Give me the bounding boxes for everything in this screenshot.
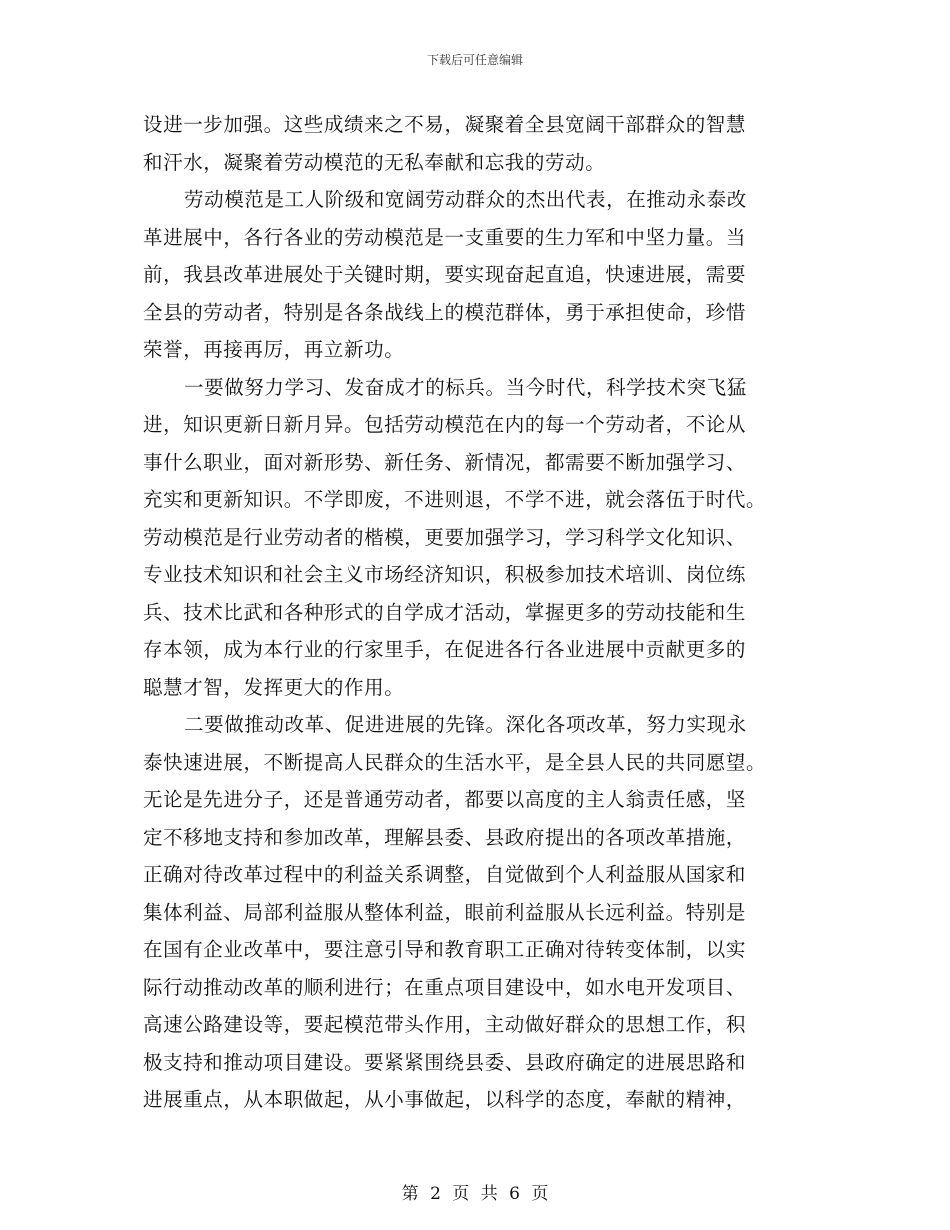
page-header-note: 下载后可任意编辑 — [426, 53, 523, 67]
body-line: 聪慧才智，发挥更大的作用。 — [143, 675, 405, 699]
body-line: 兵、技术比武和各种形式的自学成才活动，掌握更多的劳动技能和生 — [143, 600, 747, 624]
page-number: 第 2 页 共 6 页 — [401, 1184, 549, 1204]
paragraph-first-line: 二要做推动改革、促进进展的先锋。深化各项改革，努力实现永 — [184, 713, 747, 736]
body-line: 际行动推动改革的顺利进行；在重点项目建设中，如水电开发项目、 — [143, 975, 747, 999]
body-line: 存本领，成为本行业的行家里手，在促进各行各业进展中贡献更多的 — [143, 638, 747, 661]
body-line: 事什么职业，面对新形势、新任务、新情况，都需要不断加强学习、 — [143, 450, 747, 474]
paragraph-first-line: 一要做努力学习、发奋成才的标兵。当今时代，科学技术突飞猛 — [184, 375, 747, 399]
body-line: 劳动模范是行业劳动者的楷模，更要加强学习，学习科学文化知识、 — [143, 525, 747, 549]
body-line: 泰快速进展，不断提高人民群众的生活水平，是全县人民的共同愿望。 — [143, 750, 767, 774]
body-line: 集体利益、局部利益服从整体利益，眼前利益服从长远利益。特别是 — [143, 900, 747, 924]
body-line: 进，知识更新日新月异。包括劳动模范在内的每一个劳动者，不论从 — [143, 413, 747, 436]
body-line: 专业技术知识和社会主义市场经济知识，积极参加技术培训、岗位练 — [143, 563, 747, 586]
body-line: 进展重点，从本职做起，从小事做起，以科学的态度，奉献的精神， — [143, 1088, 747, 1111]
body-line: 极支持和推动项目建设。要紧紧围绕县委、县政府确定的进展思路和 — [143, 1050, 747, 1074]
body-line: 全县的劳动者，特别是各条战线上的模范群体，勇于承担使命，珍惜 — [143, 300, 747, 324]
body-line: 正确对待改革过程中的利益关系调整，自觉做到个人利益服从国家和 — [143, 863, 747, 886]
paragraph-first-line: 劳动模范是工人阶级和宽阔劳动群众的杰出代表，在推动永泰改 — [184, 188, 747, 211]
body-line: 定不移地支持和参加改革，理解县委、县政府提出的各项改革措施， — [143, 825, 747, 849]
body-line: 无论是先进分子，还是普通劳动者，都要以高度的主人翁责任感，坚 — [143, 788, 747, 811]
body-line: 充实和更新知识。不学即废，不进则退，不学不进，就会落伍于时代。 — [143, 488, 767, 511]
body-line: 前，我县改革进展处于关键时期，要实现奋起直追，快速进展，需要 — [143, 263, 747, 286]
body-line: 和汗水，凝聚着劳动模范的无私奉献和忘我的劳动。 — [143, 150, 606, 174]
body-line: 革进展中，各行各业的劳动模范是一支重要的生力军和中坚力量。当 — [143, 225, 747, 249]
body-line: 设进一步加强。这些成绩来之不易，凝聚着全县宽阔干部群众的智慧 — [143, 113, 747, 136]
document-body — [143, 106, 803, 1119]
body-line: 荣誉，再接再厉，再立新功。 — [143, 338, 405, 361]
body-line: 高速公路建设等，要起模范带头作用，主动做好群众的思想工作，积 — [143, 1013, 747, 1036]
body-line: 在国有企业改革中，要注意引导和教育职工正确对待转变体制，以实 — [143, 938, 747, 961]
